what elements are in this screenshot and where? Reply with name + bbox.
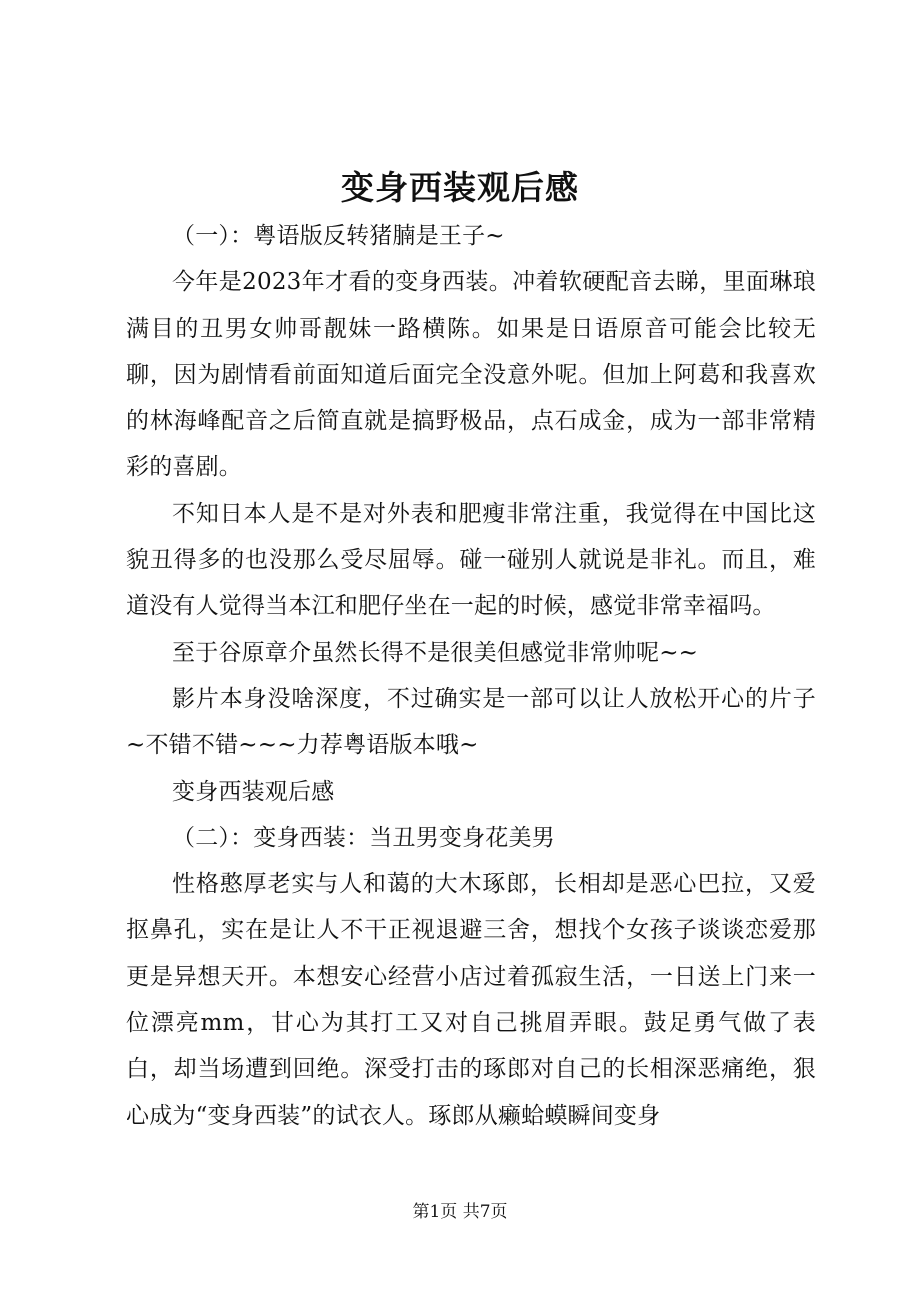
paragraph-section-heading-2: （二）：变身西装：当丑男变身花美男	[172, 824, 555, 851]
paragraph: 影片本身没啥深度，不过确实是一部可以让人放松开心的片子~不错不错~~~力荐粤语版本哦~	[126, 685, 816, 759]
page-footer: 第1页 共7页	[412, 1202, 508, 1222]
paragraph: 今年是2023年才看的变身西装。冲着软硬配音去睇，里面琳琅满目的丑男女帅哥靓妹一路横陈。如果是日语原音可能会比较无聊，因为剧情看前面知道后面完全没意外呢。但加上阿葛和我喜欢的林海峰配音之后简直就是搞野极品，点石成金，成为一部非常精彩的喜剧。	[126, 269, 816, 481]
paragraph: 至于谷原章介虽然长得不是很美但感觉非常帅呢~~	[172, 639, 699, 666]
document-title: 变身西装观后感	[341, 168, 579, 207]
paragraph-section-heading-1: （一）：粤语版反转猪腩是王子~	[172, 223, 505, 249]
document-body	[126, 213, 816, 1139]
paragraph: 性格憨厚老实与人和蔼的大木琢郎，长相却是恶心巴拉，又爱抠鼻孔，实在是让人不干正视退避三舍，想找个女孩子谈谈恋爱那更是异想天开。本想安心经营小店过着孤寂生活，一日送上门来一位漂亮mm，甘心为其打工又对自己挑眉弄眼。鼓足勇气做了表白，却当场遭到回绝。深受打击的琢郎对自己的长相深恶痛绝，狠心成为“变身西装”的试衣人。琢郎从癞蛤蟆瞬间变身	[126, 871, 816, 1129]
paragraph-repeated-title: 变身西装观后感	[172, 778, 335, 805]
paragraph: 不知日本人是不是对外表和肥瘦非常注重，我觉得在中国比这貌丑得多的也没那么受尽屈辱。碰一碰别人就说是非礼。而且，难道没有人觉得当本江和肥仔坐在一起的时候，感觉非常幸福吗。	[126, 500, 816, 620]
